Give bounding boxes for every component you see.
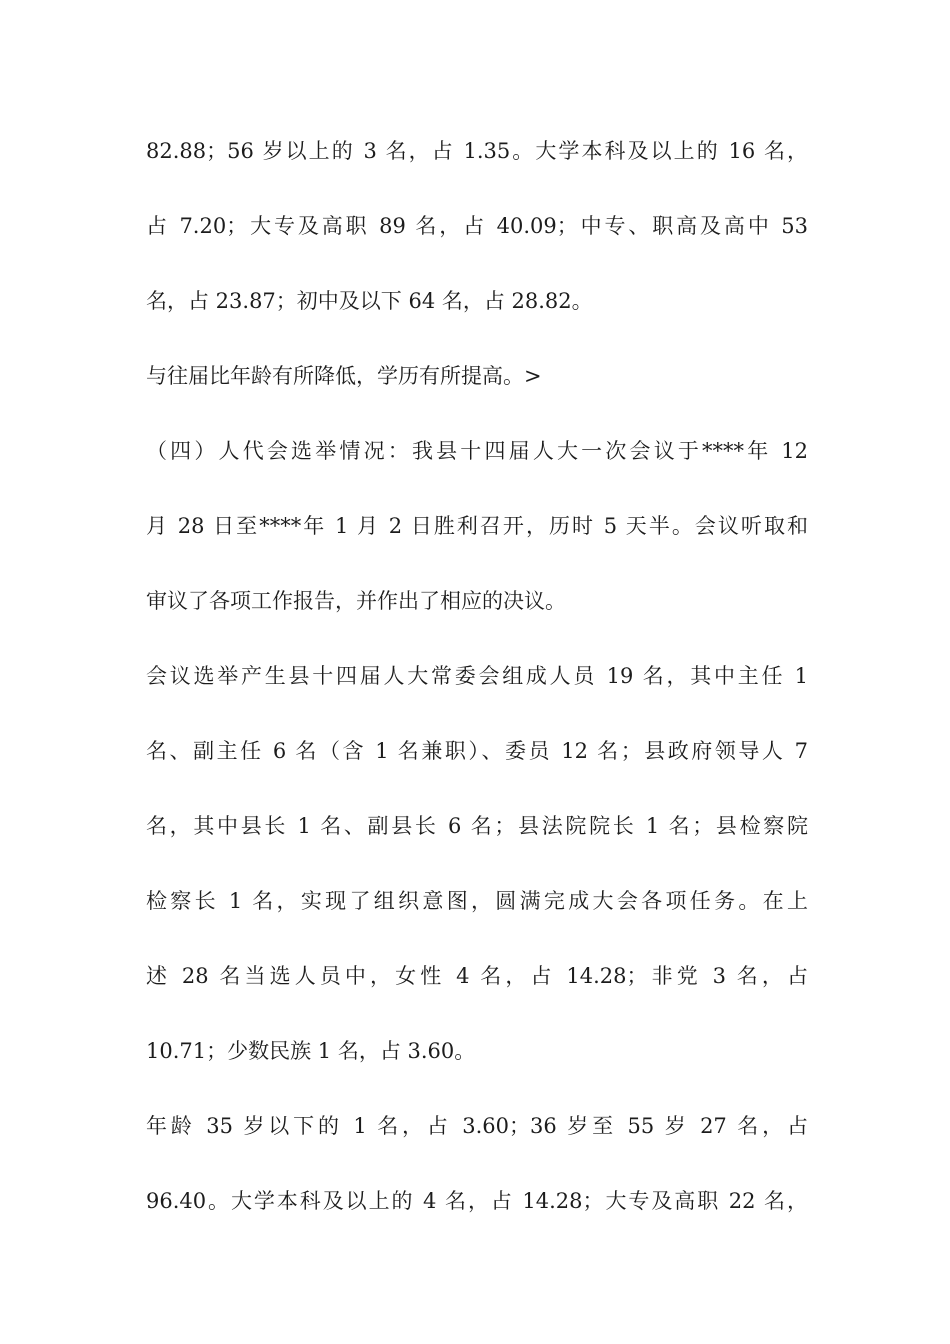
text-line: （四）人代会选举情况：我县十四届人大一次会议于****年 12 [146,439,808,463]
text-line: 名，其中县长 1 名、副县长 6 名；县法院院长 1 名；县检察院 [146,814,808,838]
text-line: 与往届比年龄有所降低，学历有所提高。> [146,364,542,388]
text-line: 96.40。大学本科及以上的 4 名，占 14.28；大专及高职 22 名， [146,1189,808,1213]
text-line: 年龄 35 岁以下的 1 名，占 3.60；36 岁至 55 岁 27 名，占 [146,1114,808,1138]
text-line: 82.88；56 岁以上的 3 名，占 1.35。大学本科及以上的 16 名， [146,139,808,163]
text-line: 检察长 1 名，实现了组织意图，圆满完成大会各项任务。在上 [146,889,808,913]
text-line: 名、副主任 6 名（含 1 名兼职）、委员 12 名；县政府领导人 7 [146,739,808,763]
text-line: 审议了各项工作报告，并作出了相应的决议。 [146,589,566,613]
text-line: 10.71；少数民族 1 名，占 3.60。 [146,1039,476,1063]
text-line: 述 28 名当选人员中，女性 4 名，占 14.28；非党 3 名，占 [146,964,808,988]
text-line: 占 7.20；大专及高职 89 名，占 40.09；中专、职高及高中 53 [146,214,808,238]
text-line: 会议选举产生县十四届人大常委会组成人员 19 名，其中主任 1 [146,664,808,688]
text-line: 名，占 23.87；初中及以下 64 名，占 28.82。 [146,289,593,313]
text-line: 月 28 日至****年 1 月 2 日胜利召开，历时 5 天半。会议听取和 [146,514,808,538]
